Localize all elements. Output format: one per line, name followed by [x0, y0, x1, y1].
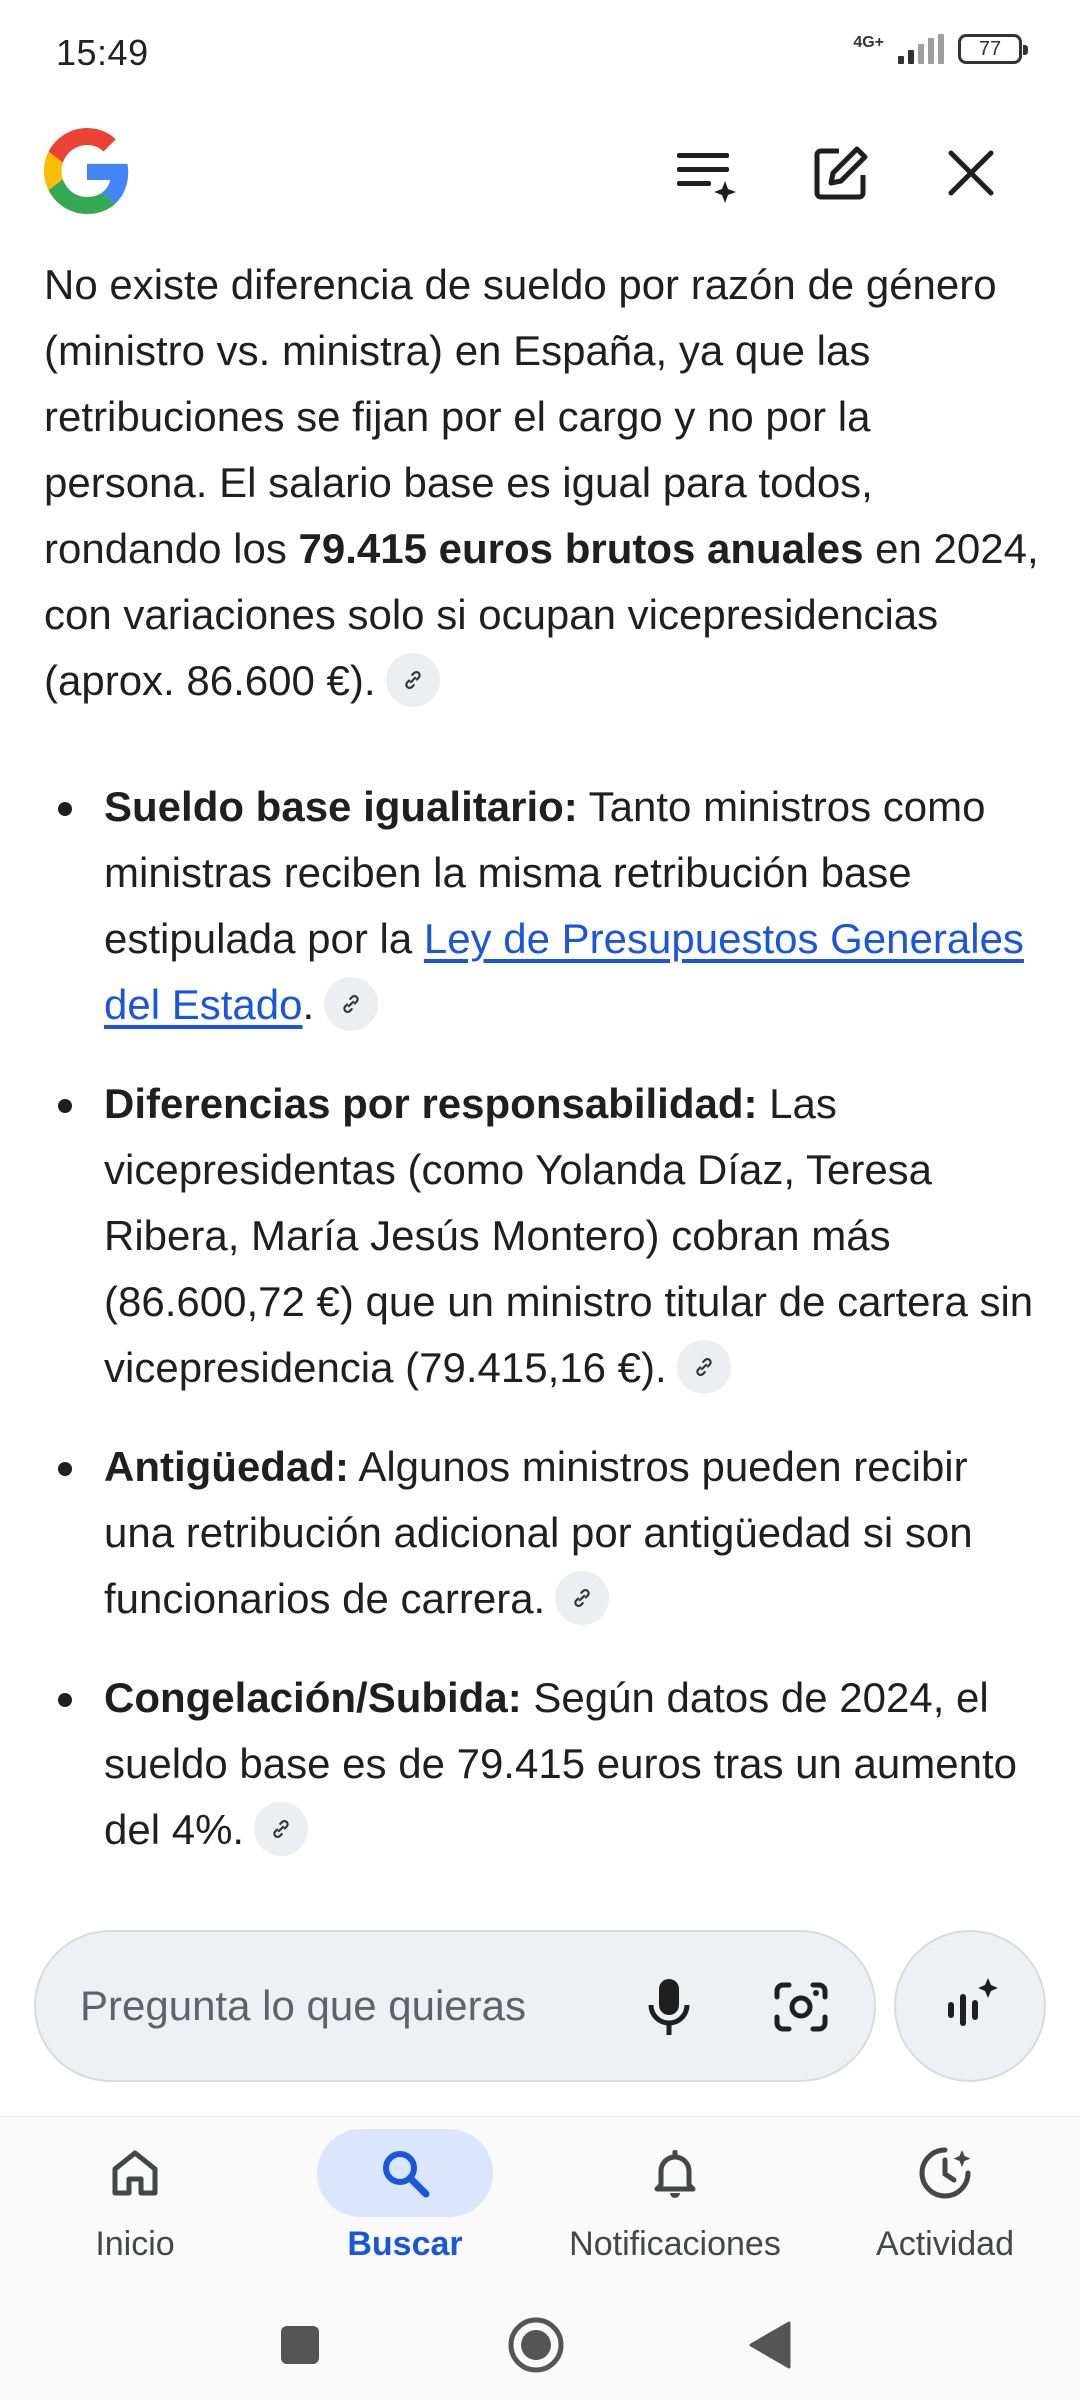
bullet-text: Según datos de 2024, el sueldo base es de 79.415 euros tras un aumento del 4%. — [104, 1674, 1017, 1853]
nav-label: Inicio — [95, 2225, 175, 2263]
nav-item-notificaciones[interactable] — [560, 2129, 790, 2279]
list-item — [44, 774, 1040, 1038]
close-icon — [945, 147, 997, 199]
activity-icon — [916, 2144, 974, 2202]
status-time: 15:49 — [56, 32, 149, 73]
nav-label: Actividad — [876, 2225, 1014, 2263]
google-logo — [44, 128, 130, 214]
close-button[interactable] — [936, 138, 1006, 208]
lens-search-button[interactable] — [766, 1972, 836, 2042]
link-icon — [400, 667, 426, 693]
nav-item-actividad[interactable] — [830, 2129, 1060, 2279]
network-type: 4G+ — [853, 34, 884, 51]
bottom-navigation — [0, 2116, 1080, 2286]
list-item — [44, 1434, 1040, 1632]
battery-icon — [958, 34, 1022, 64]
bullet-text-end: . — [302, 981, 315, 1028]
list-sparkle-button[interactable] — [670, 138, 740, 208]
edit-icon — [811, 143, 871, 203]
link-icon — [569, 1585, 595, 1611]
back-triangle-icon — [747, 2320, 793, 2370]
ai-answer — [44, 252, 1040, 1896]
circle-home-icon — [506, 2315, 566, 2375]
answer-intro — [44, 252, 1040, 714]
link-icon — [268, 1816, 294, 1842]
edit-button[interactable] — [806, 138, 876, 208]
home-system-button[interactable] — [496, 2310, 576, 2380]
bullet-text: Algunos ministros pueden recibir una retribución adicional por antigüedad si son funcionarios de carrera. — [104, 1443, 973, 1622]
bullet-text: Tanto ministros como ministras reciben la misma retribución base estipulada por la — [104, 783, 986, 962]
citation-button[interactable] — [324, 977, 378, 1031]
bell-icon — [647, 2145, 703, 2201]
camera-lens-icon — [771, 1979, 831, 2035]
battery-level: 77 — [978, 37, 1002, 60]
system-navigation-bar — [0, 2286, 1080, 2400]
citation-button[interactable] — [254, 1802, 308, 1856]
back-button[interactable] — [730, 2310, 810, 2380]
citation-button[interactable] — [677, 1340, 731, 1394]
intro-text: No existe diferencia de sueldo por razón de género (ministro vs. ministra) en España, ya que las retribuciones se fijan por el cargo y no por la persona. El salario base es igual para todos, rondando los — [44, 261, 997, 572]
ai-voice-sparkle-icon — [940, 1976, 1000, 2036]
top-app-bar — [0, 120, 1080, 220]
list-item — [44, 1665, 1040, 1863]
search-icon — [377, 2145, 433, 2201]
citation-button[interactable] — [555, 1571, 609, 1625]
nav-item-buscar[interactable] — [290, 2129, 520, 2279]
status-icons — [853, 34, 1022, 64]
square-icon — [279, 2324, 321, 2366]
mic-icon — [644, 1977, 694, 2037]
search-bar[interactable] — [34, 1930, 876, 2082]
ai-mode-button[interactable] — [894, 1930, 1046, 2082]
answer-bullets — [44, 774, 1040, 1863]
citation-button[interactable] — [386, 653, 440, 707]
bullet-title: Sueldo base igualitario: — [104, 783, 578, 830]
link-icon — [338, 991, 364, 1017]
voice-search-button[interactable] — [634, 1972, 704, 2042]
nav-item-inicio[interactable] — [20, 2129, 250, 2279]
recents-button[interactable] — [260, 2310, 340, 2380]
law-link[interactable]: Ley de Presupuestos Generales del Estado — [104, 915, 1024, 1028]
bullet-title: Antigüedad: — [104, 1443, 349, 1490]
intro-bold: 79.415 euros brutos anuales — [298, 525, 864, 572]
link-icon — [691, 1354, 717, 1380]
home-icon — [107, 2145, 163, 2201]
intro-text-end: en 2024, con variaciones solo si ocupan vicepresidencias (aprox. 86.600 €). — [44, 525, 1039, 704]
status-bar — [0, 0, 1080, 110]
nav-label: Buscar — [347, 2225, 463, 2263]
bullet-title: Congelación/Subida: — [104, 1674, 522, 1721]
signal-icon — [898, 34, 944, 64]
list-item — [44, 1071, 1040, 1401]
bullet-text: Las vicepresidentas (como Yolanda Díaz, Teresa Ribera, María Jesús Montero) cobran más (86.600,72 €) que un ministro titular de cartera sin vicepresidencia (79.415,16 €). — [104, 1080, 1034, 1391]
nav-label: Notificaciones — [569, 2225, 781, 2263]
bullet-title: Diferencias por responsabilidad: — [104, 1080, 758, 1127]
list-sparkle-icon — [673, 141, 737, 205]
search-input[interactable]: Pregunta lo que quieras — [80, 1982, 526, 2029]
